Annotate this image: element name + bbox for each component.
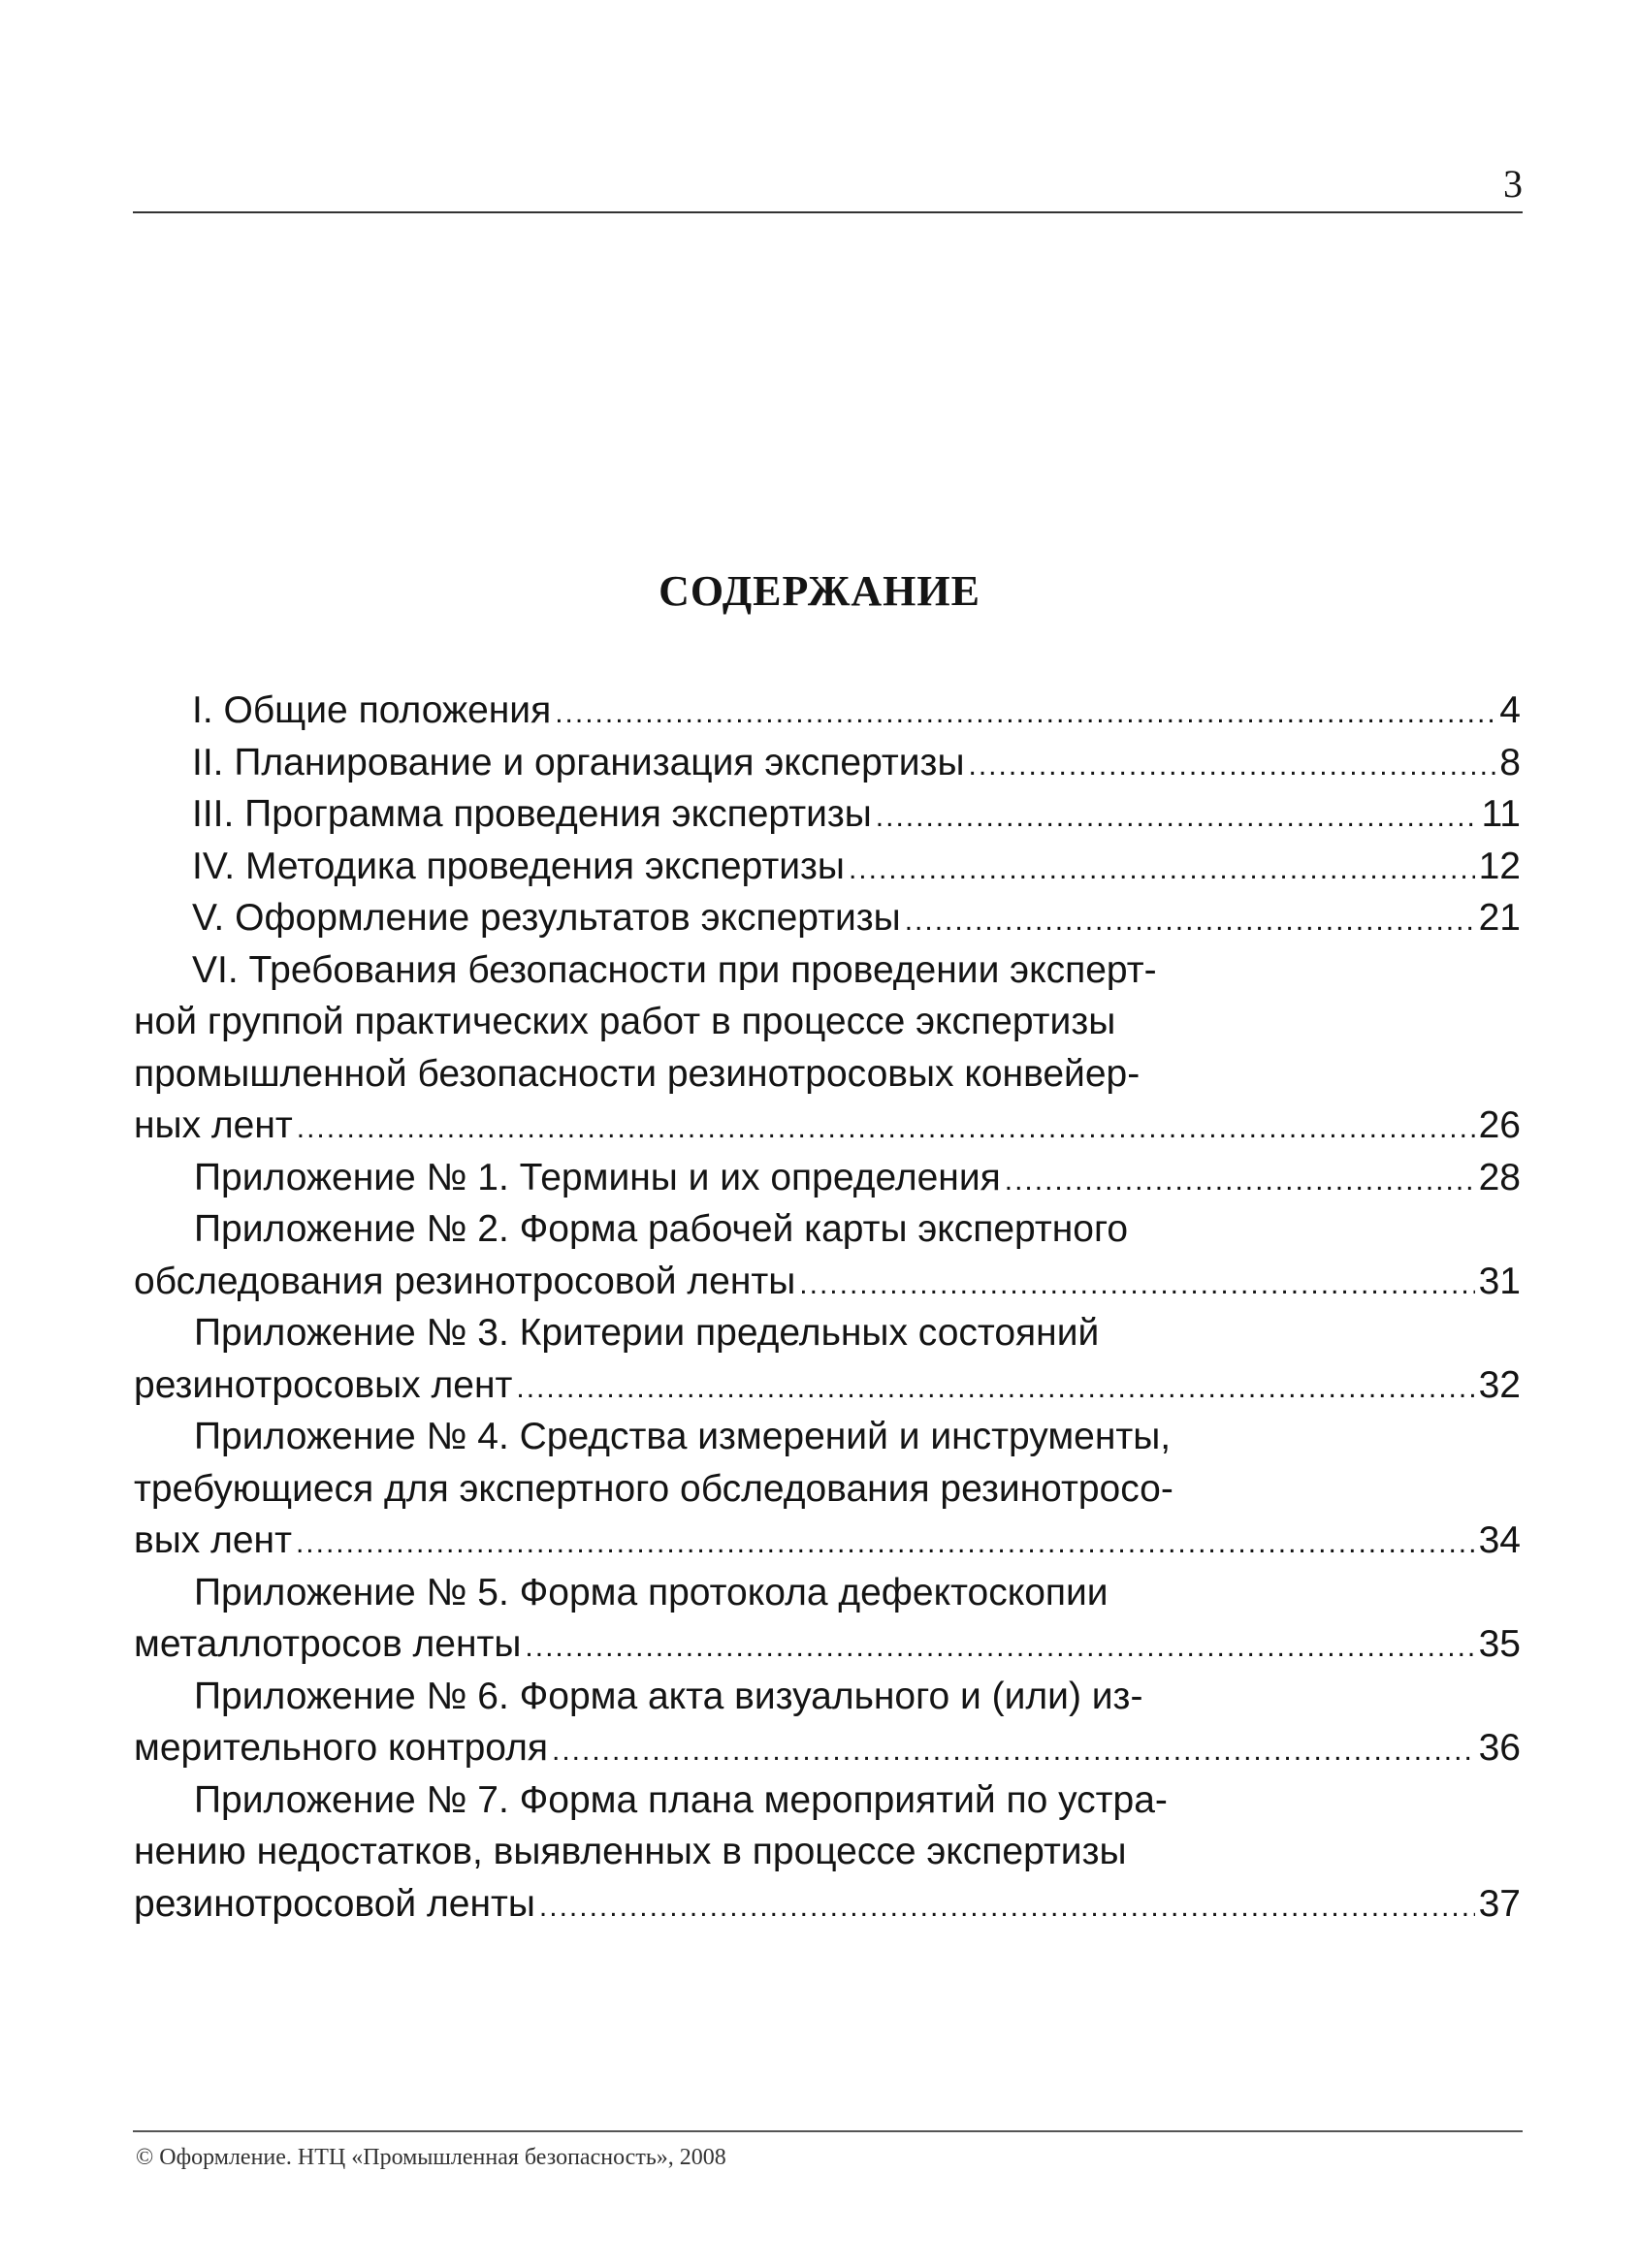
toc-entry-title: вых лент bbox=[134, 1519, 292, 1561]
toc-entry-line: VI. Требования безопасности при проведении эксперт- bbox=[192, 948, 1157, 991]
toc-entry-line: Приложение № 5. Форма протокола дефектоскопии bbox=[194, 1571, 1109, 1613]
toc-title: СОДЕРЖАНИЕ bbox=[659, 567, 980, 615]
toc-entry[interactable] bbox=[134, 841, 1521, 893]
toc-entry-title: Приложение № 1. Термины и их определения bbox=[194, 1156, 1001, 1198]
table-of-contents bbox=[134, 685, 1521, 1930]
toc-entry-line: Приложение № 7. Форма плана мероприятий по устра- bbox=[194, 1778, 1168, 1821]
toc-dot-leader bbox=[516, 1362, 1474, 1412]
toc-dot-leader bbox=[539, 1881, 1475, 1931]
toc-dot-leader bbox=[1005, 1155, 1475, 1204]
toc-dot-leader bbox=[297, 1102, 1475, 1152]
toc-page-number: 36 bbox=[1478, 1727, 1521, 1769]
toc-page-number: 8 bbox=[1499, 741, 1521, 783]
toc-dot-leader bbox=[968, 740, 1495, 789]
toc-page-number: 31 bbox=[1478, 1260, 1521, 1302]
toc-page-number: 26 bbox=[1478, 1104, 1521, 1146]
toc-entry-title: III. Программа проведения экспертизы bbox=[192, 793, 872, 835]
toc-entry[interactable] bbox=[134, 1256, 1521, 1308]
toc-entry[interactable] bbox=[134, 1618, 1521, 1671]
toc-page-number: 11 bbox=[1481, 793, 1521, 835]
toc-page-number: 32 bbox=[1478, 1363, 1521, 1406]
toc-entry[interactable] bbox=[134, 1878, 1521, 1931]
header-rule bbox=[133, 211, 1523, 213]
toc-entry[interactable] bbox=[134, 1722, 1521, 1774]
toc-dot-leader bbox=[799, 1259, 1474, 1308]
toc-entry[interactable] bbox=[134, 892, 1521, 944]
toc-entry-title: V. Оформление результатов экспертизы bbox=[192, 897, 901, 939]
toc-entry-line: нению недостатков, выявленных в процессе экспертизы bbox=[134, 1831, 1127, 1872]
toc-entry-title: резинотросовых лент bbox=[134, 1363, 513, 1406]
toc-entry-line: промышленной безопасности резинотросовых конвейер- bbox=[134, 1052, 1141, 1095]
page-number: 3 bbox=[1503, 162, 1523, 206]
toc-entry[interactable] bbox=[134, 1515, 1521, 1567]
toc-dot-leader bbox=[555, 687, 1495, 737]
toc-entry-line: ной группой практических работ в процессе экспертизы bbox=[134, 1001, 1116, 1042]
toc-entry-line: Приложение № 6. Форма акта визуального и (или) из- bbox=[194, 1675, 1143, 1717]
toc-page-number: 37 bbox=[1478, 1882, 1521, 1925]
toc-dot-leader bbox=[552, 1725, 1475, 1774]
toc-entry-title: мерительного контроля bbox=[134, 1727, 548, 1769]
toc-entry-title: металлотросов ленты bbox=[134, 1623, 522, 1665]
toc-entry[interactable] bbox=[134, 1152, 1521, 1204]
toc-entry[interactable] bbox=[134, 1359, 1521, 1412]
toc-dot-leader bbox=[525, 1621, 1474, 1671]
toc-entry-title: IV. Методика проведения экспертизы bbox=[192, 845, 845, 887]
footer-rule bbox=[133, 2130, 1523, 2132]
toc-entry-title: обследования резинотросовой ленты bbox=[134, 1260, 796, 1302]
toc-page-number: 4 bbox=[1499, 689, 1521, 731]
toc-page-number: 35 bbox=[1478, 1623, 1521, 1665]
toc-entry-line: Приложение № 4. Средства измерений и инструменты, bbox=[194, 1416, 1172, 1457]
toc-entry-title: I. Общие положения bbox=[192, 689, 552, 731]
toc-dot-leader bbox=[876, 791, 1478, 841]
toc-page-number: 21 bbox=[1478, 897, 1521, 939]
toc-entry[interactable] bbox=[134, 737, 1521, 789]
toc-dot-leader bbox=[905, 895, 1475, 944]
toc-entry-line: Приложение № 2. Форма рабочей карты экспертного bbox=[194, 1208, 1129, 1250]
toc-entry-title: ных лент bbox=[134, 1104, 293, 1146]
toc-entry[interactable] bbox=[134, 685, 1521, 737]
toc-entry[interactable] bbox=[134, 788, 1521, 841]
footer-copyright: © Оформление. НТЦ «Промышленная безопасность», 2008 bbox=[136, 2145, 726, 2170]
toc-page-number: 28 bbox=[1478, 1156, 1521, 1198]
toc-page-number: 34 bbox=[1478, 1519, 1521, 1561]
toc-entry[interactable] bbox=[134, 1100, 1521, 1152]
toc-entry-line: требующиеся для экспертного обследования резинотросо- bbox=[134, 1467, 1173, 1510]
toc-entry-title: резинотросовой ленты bbox=[134, 1882, 535, 1925]
toc-dot-leader bbox=[849, 844, 1475, 893]
toc-entry-title: II. Планирование и организация экспертизы bbox=[192, 741, 965, 783]
toc-page-number: 12 bbox=[1478, 845, 1521, 887]
toc-dot-leader bbox=[296, 1517, 1475, 1567]
toc-entry-line: Приложение № 3. Критерии предельных состояний bbox=[194, 1312, 1100, 1354]
